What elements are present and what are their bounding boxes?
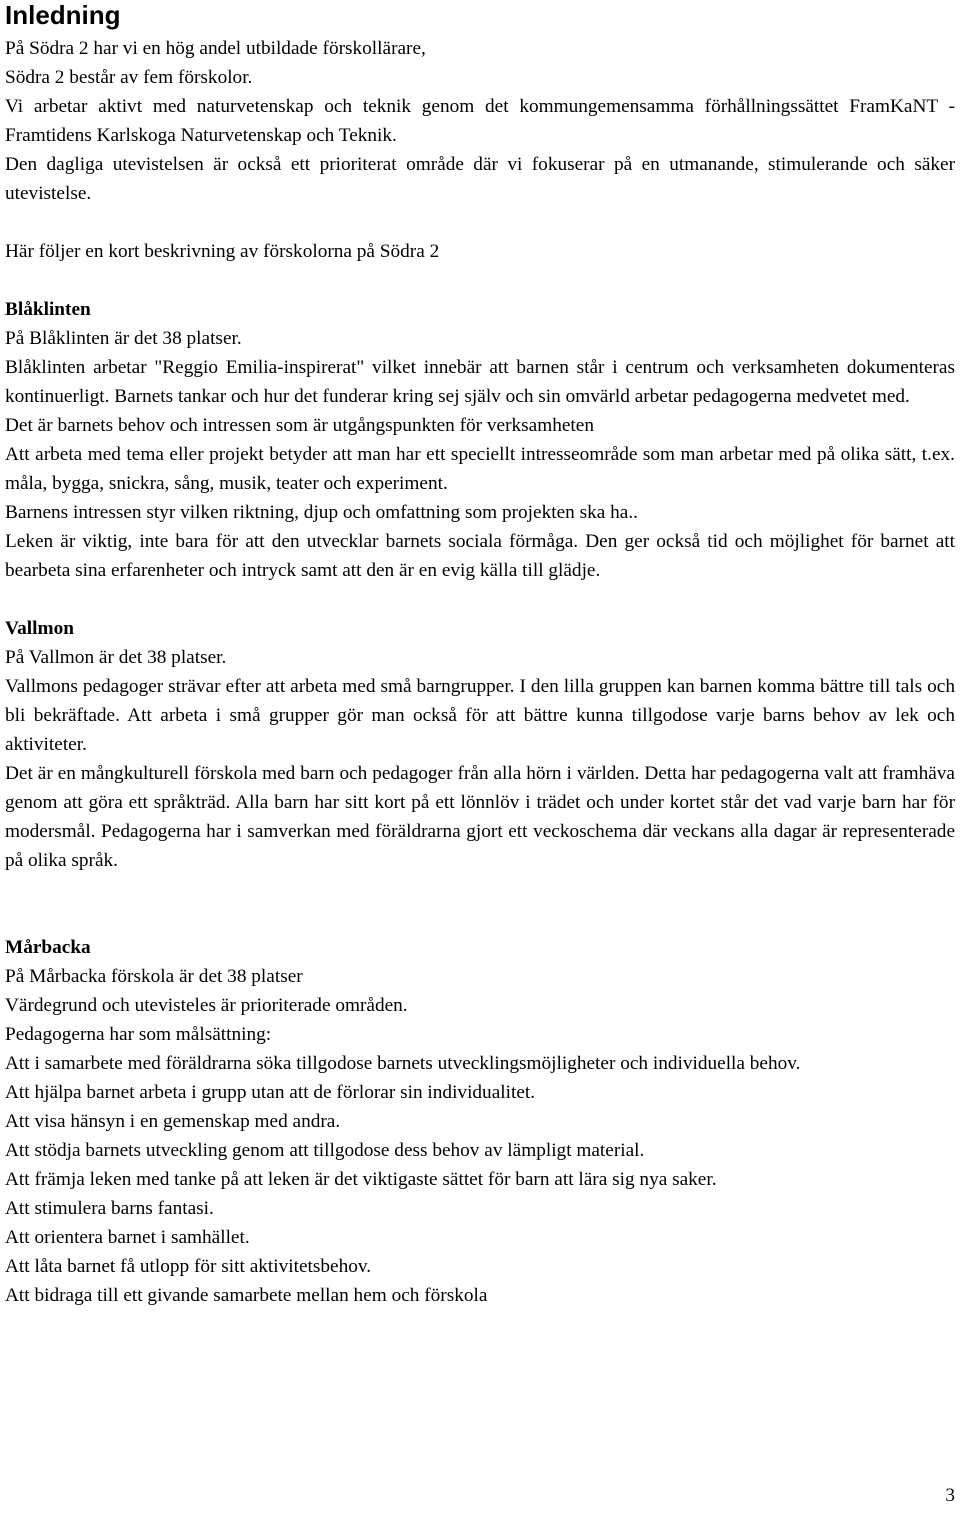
blaklinten-paragraph: På Blåklinten är det 38 platser.: [5, 328, 242, 349]
intro-line-1: På Södra 2 har vi en hög andel utbildade förskollärare,: [5, 38, 426, 59]
intro-paragraph-framkant: Vi arbetar aktivt med naturvetenskap och teknik genom det kommungemensamma förhållningssättet FramKaNT - Framtidens Karlskoga Naturvetenskap och Teknik.: [5, 96, 955, 146]
marbacka-goal-item: Att orientera barnet i samhället.: [5, 1227, 250, 1248]
blaklinten-paragraph: Barnens intressen styr vilken riktning, djup och omfattning som projekten ska ha..: [5, 502, 638, 523]
intro-line-2: Södra 2 består av fem förskolor.: [5, 67, 253, 88]
page-number: 3: [945, 1485, 955, 1506]
marbacka-paragraph: Pedagogerna har som målsättning:: [5, 1024, 272, 1045]
page-title: Inledning: [5, 0, 121, 30]
vallmon-paragraph: På Vallmon är det 38 platser.: [5, 647, 227, 668]
marbacka-goal-item: Att stimulera barns fantasi.: [5, 1198, 214, 1219]
overview-text: Här följer en kort beskrivning av förskolorna på Södra 2: [5, 241, 440, 262]
marbacka-paragraph: På Mårbacka förskola är det 38 platser: [5, 966, 303, 987]
marbacka-goal-item: Att främja leken med tanke på att leken är det viktigaste sättet för barn att lära sig nya saker.: [5, 1169, 717, 1190]
vallmon-paragraph: Vallmons pedagoger strävar efter att arbeta med små barngrupper. I den lilla gruppen kan barnen komma bättre till tals och bli bekräftade. Att arbeta i små grupper gör man också för att bättre kunna tillgodose varje barns behov av lek och aktiviteter.: [5, 676, 955, 755]
section-heading-marbacka: Mårbacka: [5, 937, 91, 958]
marbacka-goal-item: Att låta barnet få utlopp för sitt aktivitetsbehov.: [5, 1256, 372, 1277]
blaklinten-paragraph: Att arbeta med tema eller projekt betyder att man har ett speciellt intresseområde som man arbetar med på olika sätt, t.ex. måla, bygga, snickra, sång, musik, teater och experiment.: [5, 444, 955, 494]
spacer: [5, 585, 955, 614]
marbacka-goal-item: Att bidraga till ett givande samarbete mellan hem och förskola: [5, 1285, 488, 1306]
marbacka-paragraph: Värdegrund och utevisteles är prioriterade områden.: [5, 995, 408, 1016]
spacer: [5, 266, 955, 295]
blaklinten-paragraph: Leken är viktig, inte bara för att den utvecklar barnets sociala förmåga. Den ger också tid och möjlighet för barnet att bearbeta sina erfarenheter och intryck samt att den är en evig källa till glädje.: [5, 531, 955, 581]
marbacka-goal-item: Att i samarbete med föräldrarna söka tillgodose barnets utvecklingsmöjligheter och individuella behov.: [5, 1053, 801, 1074]
spacer: [5, 875, 955, 933]
marbacka-goal-item: Att stödja barnets utveckling genom att tillgodose dess behov av lämpligt material.: [5, 1140, 645, 1161]
vallmon-paragraph: Det är en mångkulturell förskola med barn och pedagoger från alla hörn i världen. Detta har pedagogerna valt att framhäva genom att göra ett språkträd. Alla barn har sitt kort på ett lönnlöv i trädet och under kortet står det vad varje barn har för modersmål. Pedagogerna har i samverkan med föräldrarna gjort ett veckoschema där veckans alla dagar är representerade på olika språk.: [5, 763, 955, 871]
section-heading-blaklinten: Blåklinten: [5, 299, 91, 320]
section-heading-vallmon: Vallmon: [5, 618, 74, 639]
document-page: [5, 0, 955, 1310]
marbacka-goal-item: Att visa hänsyn i en gemenskap med andra.: [5, 1111, 341, 1132]
blaklinten-paragraph: Det är barnets behov och intressen som är utgångspunkten för verksamheten: [5, 415, 594, 436]
spacer: [5, 208, 955, 237]
marbacka-goal-item: Att hjälpa barnet arbeta i grupp utan att de förlorar sin individualitet.: [5, 1082, 536, 1103]
blaklinten-paragraph: Blåklinten arbetar "Reggio Emilia-inspirerat" vilket innebär att barnen står i centrum och verksamheten dokumenteras kontinuerligt. Barnets tankar och hur det funderar kring sej själv och sin omvärld arbetar pedagogerna medvetet med.: [5, 357, 955, 407]
intro-paragraph-utevistelse: Den dagliga utevistelsen är också ett prioriterat område där vi fokuserar på en utmanande, stimulerande och säker utevistelse.: [5, 154, 955, 204]
